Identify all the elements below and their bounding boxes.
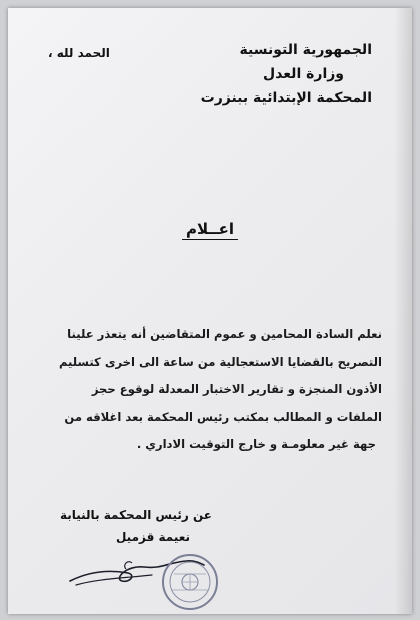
letterhead-court: المحكمة الإبتدائية ببنزرت	[200, 90, 372, 106]
signature-name: نعيمة قزميل	[115, 530, 190, 544]
body-line: التصريح بالقضايا الاستعجالية من ساعة الى اخرى كتسليم	[58, 354, 382, 369]
greeting-text: الحمد لله ،	[48, 46, 110, 60]
letterhead	[112, 38, 372, 110]
notice-body	[30, 321, 382, 459]
letterhead-republic: الجمهورية التونسية	[239, 42, 372, 58]
signature-block	[60, 504, 212, 548]
document-title-text: اعــلام	[182, 220, 238, 240]
official-seal-icon	[160, 552, 220, 612]
body-line: الأذون المنجزة و تقارير الاختبار المعدلة لوقوع حجز	[91, 382, 382, 396]
letterhead-ministry: وزارة العدل	[263, 66, 344, 82]
body-line: جهة غير معلومـة و خارج التوقيت الاداري .	[136, 437, 376, 451]
body-line: نعلم السادة المحامين و عموم المتقاضين أنه يتعذر علينا	[67, 327, 382, 341]
body-line: الملفات و المطالب بمكتب رئيس المحكمة بعد اغلاقه من	[64, 409, 382, 424]
page-shadow	[394, 8, 412, 614]
signature-role: عن رئيس المحكمة بالنيابة	[59, 508, 212, 522]
document-page	[8, 8, 412, 614]
document-title	[8, 220, 412, 240]
